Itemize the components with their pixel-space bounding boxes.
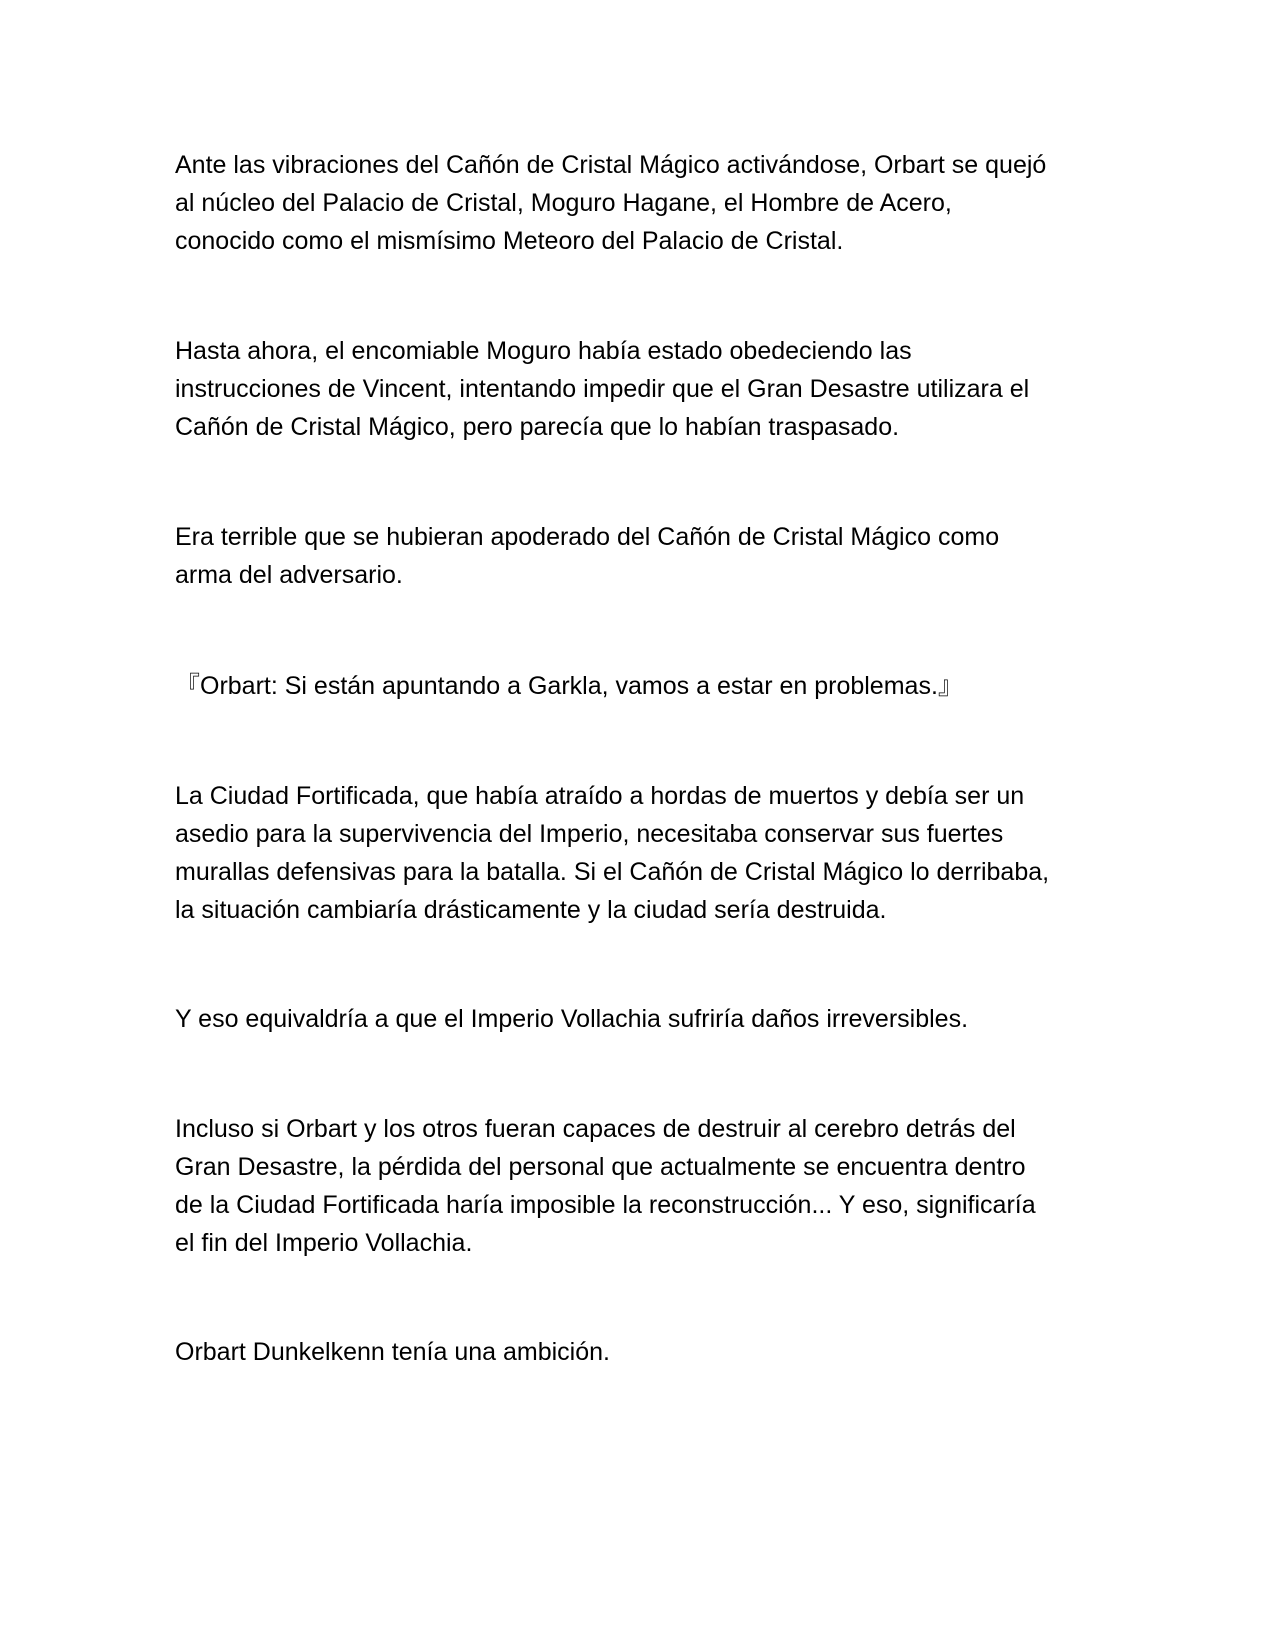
paragraph-line: 『Orbart: Si están apuntando a Garkla, vamos a estar en problemas.』	[175, 672, 963, 700]
paragraph-line: Orbart Dunkelkenn tenía una ambición.	[175, 1338, 610, 1366]
paragraph-line: el fin del Imperio Vollachia.	[175, 1229, 473, 1257]
paragraph-line: conocido como el mismísimo Meteoro del Palacio de Cristal.	[175, 227, 844, 255]
paragraph-line: Ante las vibraciones del Cañón de Cristal Mágico activándose, Orbart se quejó	[175, 151, 1047, 179]
paragraph-line: murallas defensivas para la batalla. Si el Cañón de Cristal Mágico lo derribaba,	[175, 858, 1050, 886]
paragraph-8	[175, 1333, 1105, 1371]
paragraph-6	[175, 1000, 1105, 1038]
paragraph-line: instrucciones de Vincent, intentando impedir que el Gran Desastre utilizara el	[175, 375, 1030, 403]
paragraph-line: Y eso equivaldría a que el Imperio Vollachia sufriría daños irreversibles.	[175, 1005, 969, 1033]
paragraph-line: Incluso si Orbart y los otros fueran capaces de destruir al cerebro detrás del	[175, 1115, 1016, 1143]
paragraph-3	[175, 518, 1105, 594]
paragraph-1	[175, 146, 1105, 260]
paragraph-line: al núcleo del Palacio de Cristal, Moguro Hagane, el Hombre de Acero,	[175, 189, 952, 217]
dialogue-line	[175, 667, 1105, 705]
paragraph-2	[175, 332, 1105, 446]
paragraph-line: Era terrible que se hubieran apoderado del Cañón de Cristal Mágico como	[175, 523, 1000, 551]
paragraph-line: Cañón de Cristal Mágico, pero parecía que lo habían traspasado.	[175, 413, 900, 441]
paragraph-line: La Ciudad Fortificada, que había atraído a hordas de muertos y debía ser un	[175, 782, 1025, 810]
paragraph-line: arma del adversario.	[175, 561, 403, 589]
paragraph-line: la situación cambiaría drásticamente y la ciudad sería destruida.	[175, 896, 887, 924]
paragraph-line: de la Ciudad Fortificada haría imposible la reconstrucción... Y eso, significaría	[175, 1191, 1036, 1219]
paragraph-5	[175, 777, 1105, 929]
paragraph-7	[175, 1110, 1105, 1262]
paragraph-line: asedio para la supervivencia del Imperio, necesitaba conservar sus fuertes	[175, 820, 1004, 848]
paragraph-line: Hasta ahora, el encomiable Moguro había estado obedeciendo las	[175, 337, 912, 365]
paragraph-line: Gran Desastre, la pérdida del personal que actualmente se encuentra dentro	[175, 1153, 1026, 1181]
